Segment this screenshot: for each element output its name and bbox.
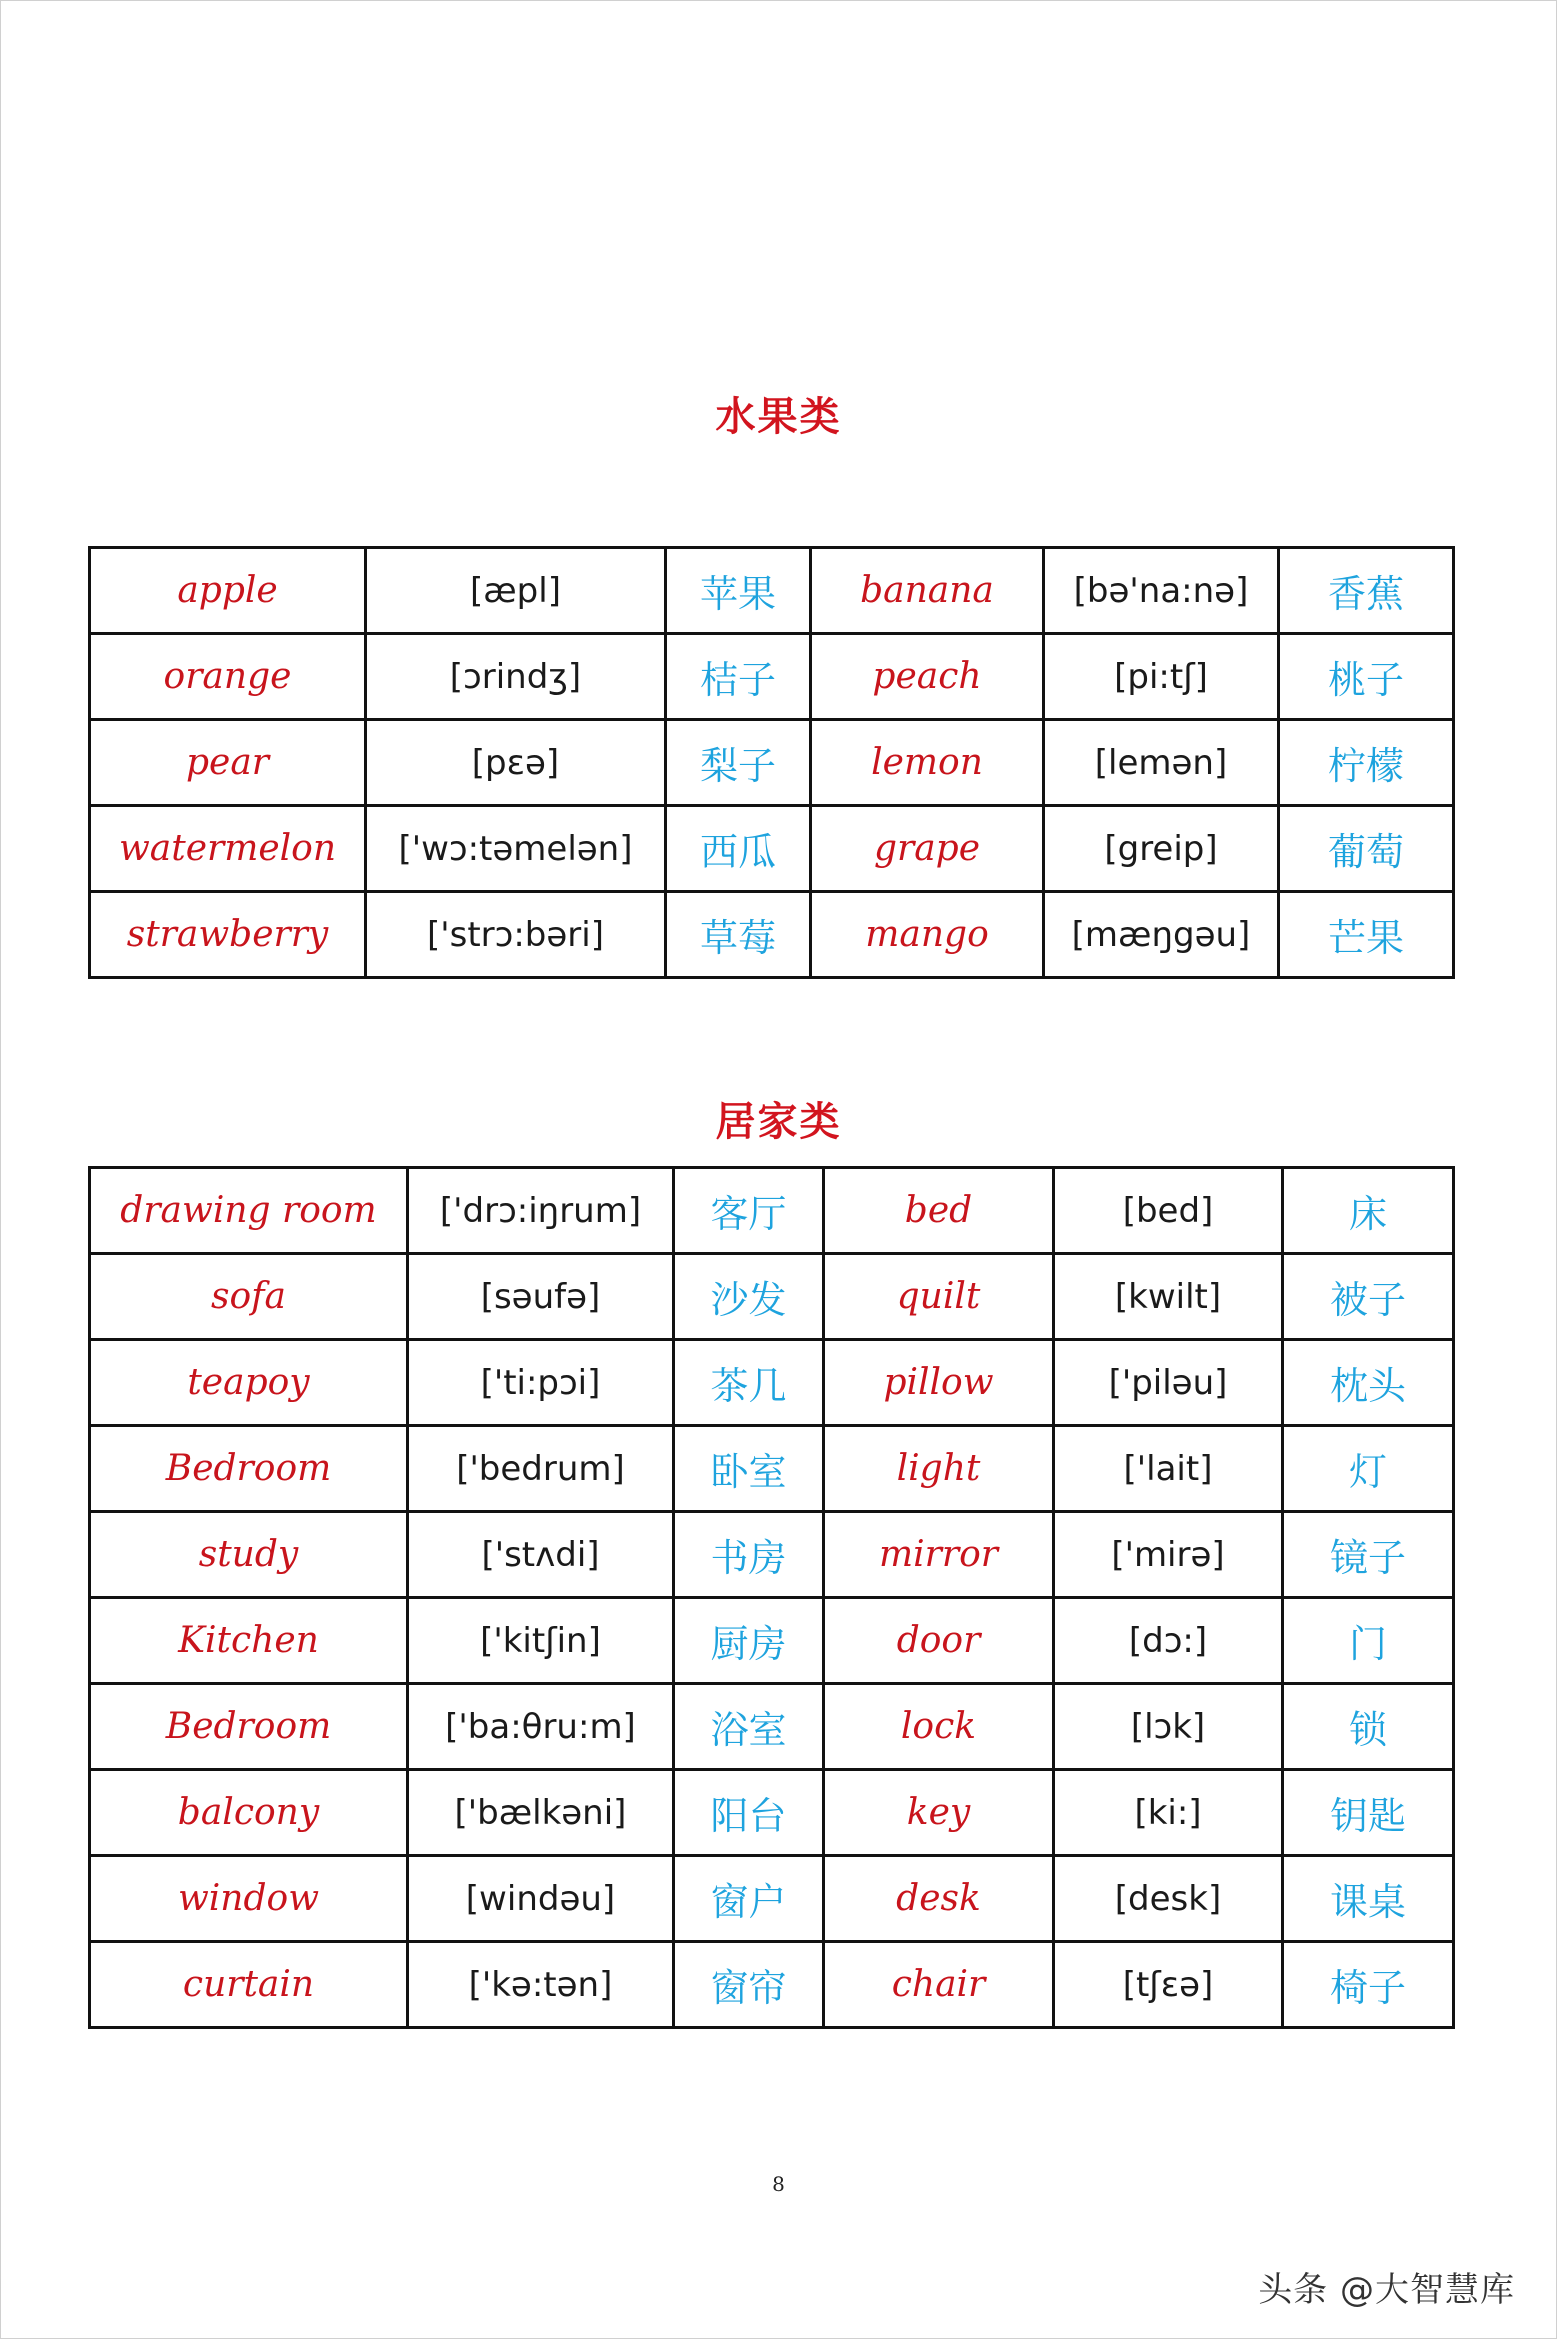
english-word-cell: mango (811, 892, 1044, 978)
english-word-cell: study (90, 1512, 408, 1598)
english-word-cell: apple (90, 548, 366, 634)
english-word-cell: lemon (811, 720, 1044, 806)
chinese-meaning-cell: 香蕉 (1279, 548, 1454, 634)
chinese-meaning-cell: 梨子 (666, 720, 811, 806)
vocab-row (90, 1254, 1454, 1340)
phonetic-cell: [mæŋgəu] (1044, 892, 1279, 978)
page-number: 8 (772, 2172, 785, 2196)
phonetic-cell: [lɔk] (1054, 1684, 1283, 1770)
vocab-row (90, 634, 1454, 720)
chinese-meaning-cell: 课桌 (1283, 1856, 1454, 1942)
vocab-row (90, 892, 1454, 978)
phonetic-cell: [dɔ:] (1054, 1598, 1283, 1684)
english-word-cell: chair (824, 1942, 1054, 2028)
phonetic-cell: ['piləu] (1054, 1340, 1283, 1426)
english-word-cell: quilt (824, 1254, 1054, 1340)
chinese-meaning-cell: 门 (1283, 1598, 1454, 1684)
chinese-meaning-cell: 葡萄 (1279, 806, 1454, 892)
english-word-cell: mirror (824, 1512, 1054, 1598)
vocab-row (90, 1168, 1454, 1254)
vocab-row (90, 1512, 1454, 1598)
chinese-meaning-cell: 锁 (1283, 1684, 1454, 1770)
home-vocab-table (88, 1166, 1455, 2029)
english-word-cell: sofa (90, 1254, 408, 1340)
vocab-row (90, 1856, 1454, 1942)
phonetic-cell: ['bedrum] (408, 1426, 674, 1512)
phonetic-cell: [desk] (1054, 1856, 1283, 1942)
phonetic-cell: [ɔrindʒ] (366, 634, 666, 720)
vocab-row (90, 1598, 1454, 1684)
english-word-cell: Bedroom (90, 1684, 408, 1770)
chinese-meaning-cell: 书房 (674, 1512, 824, 1598)
chinese-meaning-cell: 枕头 (1283, 1340, 1454, 1426)
english-word-cell: desk (824, 1856, 1054, 1942)
phonetic-cell: [səufə] (408, 1254, 674, 1340)
phonetic-cell: ['lait] (1054, 1426, 1283, 1512)
chinese-meaning-cell: 芒果 (1279, 892, 1454, 978)
vocab-row (90, 1684, 1454, 1770)
phonetic-cell: [bə'na:nə] (1044, 548, 1279, 634)
vocab-row (90, 1942, 1454, 2028)
phonetic-cell: [lemən] (1044, 720, 1279, 806)
english-word-cell: teapoy (90, 1340, 408, 1426)
chinese-meaning-cell: 桃子 (1279, 634, 1454, 720)
phonetic-cell: ['stʌdi] (408, 1512, 674, 1598)
chinese-meaning-cell: 卧室 (674, 1426, 824, 1512)
english-word-cell: strawberry (90, 892, 366, 978)
vocab-row (90, 720, 1454, 806)
english-word-cell: pillow (824, 1340, 1054, 1426)
english-word-cell: peach (811, 634, 1044, 720)
vocab-row (90, 806, 1454, 892)
phonetic-cell: [bed] (1054, 1168, 1283, 1254)
chinese-meaning-cell: 窗户 (674, 1856, 824, 1942)
english-word-cell: bed (824, 1168, 1054, 1254)
chinese-meaning-cell: 桔子 (666, 634, 811, 720)
english-word-cell: grape (811, 806, 1044, 892)
phonetic-cell: ['kitʃin] (408, 1598, 674, 1684)
chinese-meaning-cell: 灯 (1283, 1426, 1454, 1512)
english-word-cell: door (824, 1598, 1054, 1684)
english-word-cell: curtain (90, 1942, 408, 2028)
english-word-cell: Kitchen (90, 1598, 408, 1684)
chinese-meaning-cell: 床 (1283, 1168, 1454, 1254)
phonetic-cell: ['wɔ:təmelən] (366, 806, 666, 892)
fruits-vocab-table (88, 546, 1455, 979)
phonetic-cell: ['ti:pɔi] (408, 1340, 674, 1426)
english-word-cell: window (90, 1856, 408, 1942)
chinese-meaning-cell: 茶几 (674, 1340, 824, 1426)
english-word-cell: orange (90, 634, 366, 720)
chinese-meaning-cell: 苹果 (666, 548, 811, 634)
english-word-cell: drawing room (90, 1168, 408, 1254)
phonetic-cell: [greip] (1044, 806, 1279, 892)
phonetic-cell: [windəu] (408, 1856, 674, 1942)
vocab-row (90, 1340, 1454, 1426)
chinese-meaning-cell: 浴室 (674, 1684, 824, 1770)
chinese-meaning-cell: 镜子 (1283, 1512, 1454, 1598)
phonetic-cell: ['drɔ:iŋrum] (408, 1168, 674, 1254)
phonetic-cell: [æpl] (366, 548, 666, 634)
english-word-cell: key (824, 1770, 1054, 1856)
chinese-meaning-cell: 厨房 (674, 1598, 824, 1684)
phonetic-cell: ['mirə] (1054, 1512, 1283, 1598)
home-section-title: 居家类 (715, 1098, 842, 1145)
vocab-row (90, 548, 1454, 634)
phonetic-cell: [tʃɛə] (1054, 1942, 1283, 2028)
english-word-cell: lock (824, 1684, 1054, 1770)
chinese-meaning-cell: 被子 (1283, 1254, 1454, 1340)
watermark-text: 头条 @大智慧库 (1258, 2270, 1515, 2310)
chinese-meaning-cell: 沙发 (674, 1254, 824, 1340)
phonetic-cell: ['kə:tən] (408, 1942, 674, 2028)
english-word-cell: light (824, 1426, 1054, 1512)
english-word-cell: banana (811, 548, 1044, 634)
vocab-row (90, 1770, 1454, 1856)
phonetic-cell: [pi:tʃ] (1044, 634, 1279, 720)
chinese-meaning-cell: 草莓 (666, 892, 811, 978)
phonetic-cell: ['bælkəni] (408, 1770, 674, 1856)
english-word-cell: pear (90, 720, 366, 806)
fruits-section-title: 水果类 (715, 393, 842, 440)
phonetic-cell: ['ba:θru:m] (408, 1684, 674, 1770)
chinese-meaning-cell: 窗帘 (674, 1942, 824, 2028)
phonetic-cell: [pɛə] (366, 720, 666, 806)
chinese-meaning-cell: 客厅 (674, 1168, 824, 1254)
english-word-cell: watermelon (90, 806, 366, 892)
chinese-meaning-cell: 柠檬 (1279, 720, 1454, 806)
chinese-meaning-cell: 西瓜 (666, 806, 811, 892)
english-word-cell: Bedroom (90, 1426, 408, 1512)
english-word-cell: balcony (90, 1770, 408, 1856)
phonetic-cell: ['strɔ:bəri] (366, 892, 666, 978)
vocab-row (90, 1426, 1454, 1512)
chinese-meaning-cell: 钥匙 (1283, 1770, 1454, 1856)
chinese-meaning-cell: 阳台 (674, 1770, 824, 1856)
chinese-meaning-cell: 椅子 (1283, 1942, 1454, 2028)
phonetic-cell: [kwilt] (1054, 1254, 1283, 1340)
phonetic-cell: [ki:] (1054, 1770, 1283, 1856)
